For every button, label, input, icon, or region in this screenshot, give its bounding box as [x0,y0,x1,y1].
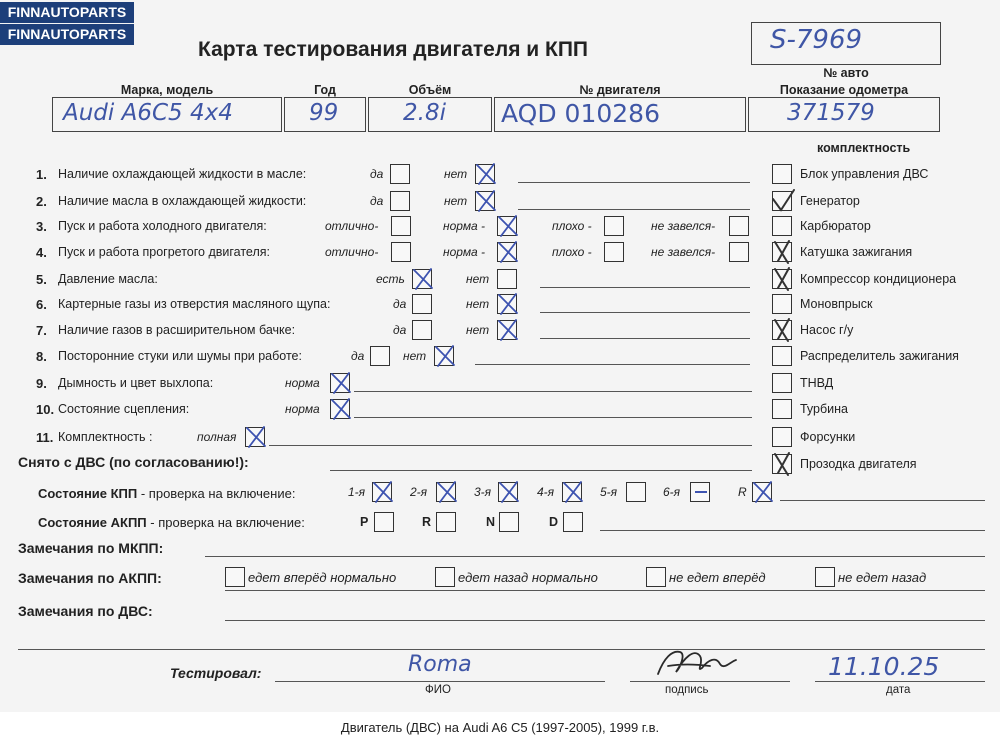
volume-field [368,97,492,132]
kpp-gear-checkbox[interactable] [498,482,518,502]
kpp-gear-label: 3-я [474,485,492,499]
option-checkbox[interactable] [390,191,410,211]
date-line [815,681,985,682]
completeness-checkbox[interactable] [772,294,792,314]
option-checkbox[interactable] [412,320,432,340]
akpp-gear-checkbox[interactable] [563,512,583,532]
check-label: Пуск и работа прогретого двигателя: [58,245,270,259]
kpp-gear-label: 2-я [410,485,428,499]
col-engine-header: № двигателя [579,83,661,97]
check-line [518,209,750,210]
akpp-gear-label: P [360,515,369,529]
completeness-checkbox[interactable] [772,216,792,236]
akpp-line [600,530,985,531]
auto-number-label: № авто [823,66,869,80]
option-label: нет [466,272,490,286]
option-label: норма - [443,245,486,259]
check-label: Наличие газов в расширительном бачке: [58,323,296,337]
option-label: нет [466,297,490,311]
odometer-field [748,97,940,132]
option-label: есть [376,272,405,286]
completeness-item: Распределитель зажигания [800,349,959,363]
option-label: не завелся- [651,219,716,233]
option-checkbox[interactable] [497,294,517,314]
auto-number-value: S-7969 [770,25,863,55]
akpp-remark-label: не едет назад [838,570,927,585]
akpp-gear-checkbox[interactable] [374,512,394,532]
tester-line [275,681,605,682]
completeness-checkbox[interactable] [772,191,792,211]
check-label: Наличие охлаждающей жидкости в масле: [58,167,307,181]
check-line [354,417,752,418]
remarks-mkpp-label: Замечания по МКПП: [18,540,164,556]
completeness-checkbox[interactable] [772,164,792,184]
akpp-remark-label: едет назад нормально [458,570,598,585]
option-checkbox[interactable] [497,242,517,262]
option-checkbox[interactable] [434,346,454,366]
option-checkbox[interactable] [412,294,432,314]
option-label: нет [444,167,468,181]
auto-number-box [751,22,941,65]
completeness-item: Насос г/у [800,323,854,337]
check-line [354,391,752,392]
kpp-gear-checkbox[interactable] [436,482,456,502]
option-checkbox[interactable] [391,242,411,262]
option-label: норма [285,402,320,416]
removed-label: Снято с ДВС (по согласованию!): [18,454,249,470]
completeness-checkbox[interactable] [772,454,792,474]
engine-number-field [494,97,746,132]
kpp-line [780,500,985,501]
odometer-value: 371579 [787,100,875,126]
option-checkbox[interactable] [497,269,517,289]
check-line [518,182,750,183]
completeness-item: Компрессор кондиционера [800,272,957,286]
kpp-gear-label: 5-я [600,485,618,499]
check-line [540,338,750,339]
option-checkbox[interactable] [604,242,624,262]
option-label: да [351,349,365,363]
completeness-item: Форсунки [800,430,856,444]
check-number: 1. [36,167,47,182]
kpp-gear-label: 6-я [663,485,681,499]
remarks-dvs-line [225,620,985,621]
completeness-item: Блок управления ДВС [800,167,929,181]
kpp-gear-label: 1-я [348,485,366,499]
akpp-remark-checkbox[interactable] [646,567,666,587]
tester-value: Roma [408,652,472,677]
akpp-remark-checkbox[interactable] [435,567,455,587]
check-number: 10. [36,402,55,417]
col-volume-header: Объём [408,83,452,97]
option-checkbox[interactable] [391,216,411,236]
completeness-checkbox[interactable] [772,399,792,419]
remarks-mkpp-line [205,556,985,557]
option-checkbox[interactable] [475,164,495,184]
completeness-title: комплектность [817,141,911,155]
option-checkbox[interactable] [729,216,749,236]
akpp-gear-label: R [422,515,432,529]
kpp-gear-checkbox[interactable] [562,482,582,502]
page-title: Карта тестирования двигателя и КПП [198,38,589,61]
option-label: да [370,194,384,208]
kpp-gear-label: R [738,485,747,499]
option-label: да [393,323,407,337]
option-checkbox[interactable] [604,216,624,236]
volume-value: 2.8i [403,100,446,126]
check-label: Состояние сцепления: [58,402,190,416]
akpp-label: Состояние АКПП [38,515,147,530]
year-value: 99 [309,100,339,126]
check-line [269,445,752,446]
option-checkbox[interactable] [330,399,350,419]
completeness-item: Моновпрыск [800,297,873,311]
kpp-label-wrap [38,486,295,501]
kpp-gear-label: 4-я [537,485,555,499]
kpp-gear-checkbox[interactable] [626,482,646,502]
check-label: Давление масла: [58,272,158,286]
remarks-akpp-label: Замечания по АКПП: [18,570,162,586]
kpp-label: Состояние КПП [38,486,138,501]
option-checkbox[interactable] [245,427,265,447]
check-label: Пуск и работа холодного двигателя: [58,219,267,233]
col-year-header: Год [314,83,336,97]
tested-label: Тестировал: [170,665,262,681]
option-label: не завелся- [651,245,716,259]
akpp-gear-label: D [549,515,559,529]
date-label: дата [886,684,911,696]
check-number: 4. [36,245,47,260]
check-label: Картерные газы из отверстия масляного щупа: [58,297,331,311]
check-line [475,364,750,365]
fio-label: ФИО [425,684,451,696]
completeness-item: ТНВД [800,376,834,390]
option-label: отлично- [325,219,379,233]
option-label: нет [444,194,468,208]
option-label: полная [197,430,237,444]
option-checkbox[interactable] [497,216,517,236]
completeness-checkbox[interactable] [772,242,792,262]
check-number: 7. [36,323,47,338]
completeness-item: Прозодка двигателя [800,457,917,471]
completeness-checkbox[interactable] [772,427,792,447]
akpp-label-wrap [38,515,305,530]
option-label: нет [466,323,490,337]
check-line [540,312,750,313]
check-number: 6. [36,297,47,312]
option-label: да [370,167,384,181]
kpp-gear-checkbox[interactable] [690,482,710,502]
completeness-item: Катушка зажигания [800,245,913,259]
option-checkbox[interactable] [390,164,410,184]
check-label: Посторонние стуки или шумы при работе: [58,349,302,363]
option-label: отлично- [325,245,379,259]
akpp-remark-label: едет вперёд нормально [248,570,397,585]
option-label: плохо - [552,219,592,233]
option-checkbox[interactable] [370,346,390,366]
akpp-remark-label: не едет вперёд [669,570,766,585]
check-label: Наличие масла в охлаждающей жидкости: [58,194,307,208]
option-label: плохо - [552,245,592,259]
completeness-item: Турбина [800,402,848,416]
col-model-header: Марка, модель [120,83,214,97]
remarks-dvs-label: Замечания по ДВС: [18,603,153,619]
remarks-dvs-line-2 [18,649,985,650]
option-checkbox[interactable] [729,242,749,262]
model-field [52,97,282,132]
completeness-checkbox[interactable] [772,269,792,289]
year-field [284,97,366,132]
check-number: 3. [36,219,47,234]
remarks-akpp-line [225,590,985,591]
akpp-gear-checkbox[interactable] [499,512,519,532]
completeness-item: Карбюратор [800,219,871,233]
completeness-checkbox[interactable] [772,373,792,393]
model-value: Audi A6C5 4x4 [63,100,233,126]
akpp-remark-checkbox[interactable] [225,567,245,587]
check-label: Дымность и цвет выхлопа: [58,376,214,390]
akpp-gear-label: N [486,515,496,529]
option-label: нет [403,349,427,363]
engine-number-value: AQD 010286 [501,99,660,128]
watermark-logo: FINNAUTOPARTS [0,2,134,23]
removed-line [330,470,752,471]
kpp-suffix: - проверка на включение: [137,486,296,501]
date-value: 11.10.25 [828,652,940,681]
option-checkbox[interactable] [475,191,495,211]
option-checkbox[interactable] [330,373,350,393]
check-number: 8. [36,349,47,364]
option-label: норма [285,376,320,390]
check-number: 2. [36,194,47,209]
akpp-suffix: - проверка на включение: [146,515,305,530]
check-number: 5. [36,272,47,287]
option-label: норма - [443,219,486,233]
signature-image [650,638,750,686]
col-odometer-header: Показание одометра [779,83,909,97]
option-checkbox[interactable] [497,320,517,340]
check-label: Комплектность : [58,430,153,444]
completeness-item: Генератор [800,194,860,208]
watermark-logo: FINNAUTOPARTS [0,24,134,45]
completeness-checkbox[interactable] [772,320,792,340]
signature-label: подпись [665,684,709,696]
check-line [540,287,750,288]
akpp-gear-checkbox[interactable] [436,512,456,532]
kpp-gear-checkbox[interactable] [752,482,772,502]
check-number: 9. [36,376,47,391]
kpp-gear-checkbox[interactable] [372,482,392,502]
option-label: да [393,297,407,311]
check-number: 11. [36,430,54,445]
completeness-checkbox[interactable] [772,346,792,366]
akpp-remark-checkbox[interactable] [815,567,835,587]
image-caption: Двигатель (ДВС) на Audi A6 C5 (1997-2005), 1999 г.в. [340,720,660,735]
option-checkbox[interactable] [412,269,432,289]
signature-line [630,681,790,682]
